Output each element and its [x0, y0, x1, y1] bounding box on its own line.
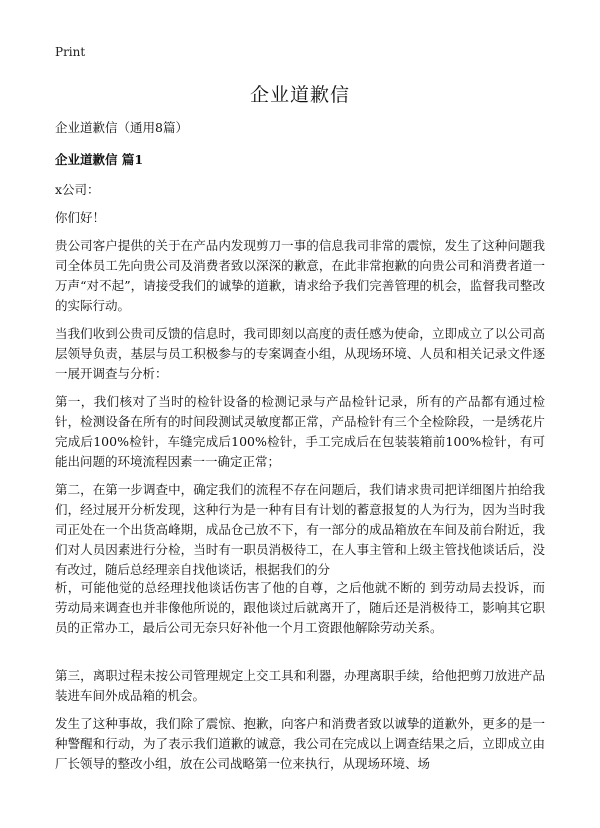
greeting: 你们好！ [55, 210, 106, 225]
paragraph: 当我们收到公贵司反馈的信息时，我司即刻以高度的责任感为使命，立即成立了以公司高层领导负责，基层与员工积极参与的专案调查小组，从现场环境、人员和相关记录文件逐一展开调查与分析： [55, 326, 545, 381]
document-title: 企业道歉信 [249, 84, 350, 106]
paragraph: 发生了这种事故，我们除了震惊、抱歉，向客户和消费者致以诚挚的道歉外，更多的是一种警醒和行动，为了表示我们道歉的诚意，我公司在完成以上调查结果之后，立即成立由厂长领导的整改小组，放在公司战略第一位来执行，从现场环境、场 [55, 716, 545, 771]
paragraph: 贵公司客户提供的关于在产品内发现剪刀一事的信息我司非常的震惊，发生了这种问题我司全体员工先向贵公司及消费者致以深深的歉意，在此非常抱歉的向贵公司和消费者道一万声“对不起”，请接受我们的诚挚的道歉，请求给予我们完善管理的机会，监督我司整改的实际行动。 [55, 238, 545, 313]
salutation: x公司： [55, 182, 100, 197]
paragraph: 第一，我们核对了当时的检针设备的检测记录与产品检针记录，所有的产品都有通过检针，检测设备在所有的时间段测试灵敏度都正常，产品检针有三个全检除段，一是绣花片完成后100%检针，车缝完成后100%检针，手工完成后在包装装箱前100%检针，有可能出问题的环境流程因素一一确定正常； [55, 394, 545, 469]
print-link[interactable]: Print [55, 45, 86, 59]
document-subtitle: 企业道歉信（通用8篇） [55, 120, 188, 135]
paragraph: 第二，在第一步调查中，确定我们的流程不存在问题后，我们请求贵司把详细图片拍给我们，经过展开分析发现，这种行为是一种有目有计划的蓄意报复的人为行为，因为当时我司正处在一个出货高峰期，成品仓己放不下，有一部分的成品箱放在车间及前台附近，我们对人员因素进行分检，当时有一职员消极待工，在人事主管和上级主管找他谈话后，没有改过，随后总经理亲自找他谈话，根据我们的分 [55, 482, 545, 577]
paragraph: 第三，离职过程未按公司管理规定上交工具和利器，办理离职手续，给他把剪刀放进产品装进车间外成品箱的机会。 [55, 668, 545, 703]
paragraph: 析，可能他觉的总经理找他谈话伤害了他的自尊，之后他就不断的 到劳动局去投诉，而劳动局来调查也并非像他所说的，跟他谈过后就离开了，随后还是消极待工，影响其它职员的正常办工，最后公司无奈只好补他一个月工资跟他解除劳动关系。 [55, 580, 545, 635]
article-heading: 企业道歉信 篇1 [55, 152, 144, 167]
